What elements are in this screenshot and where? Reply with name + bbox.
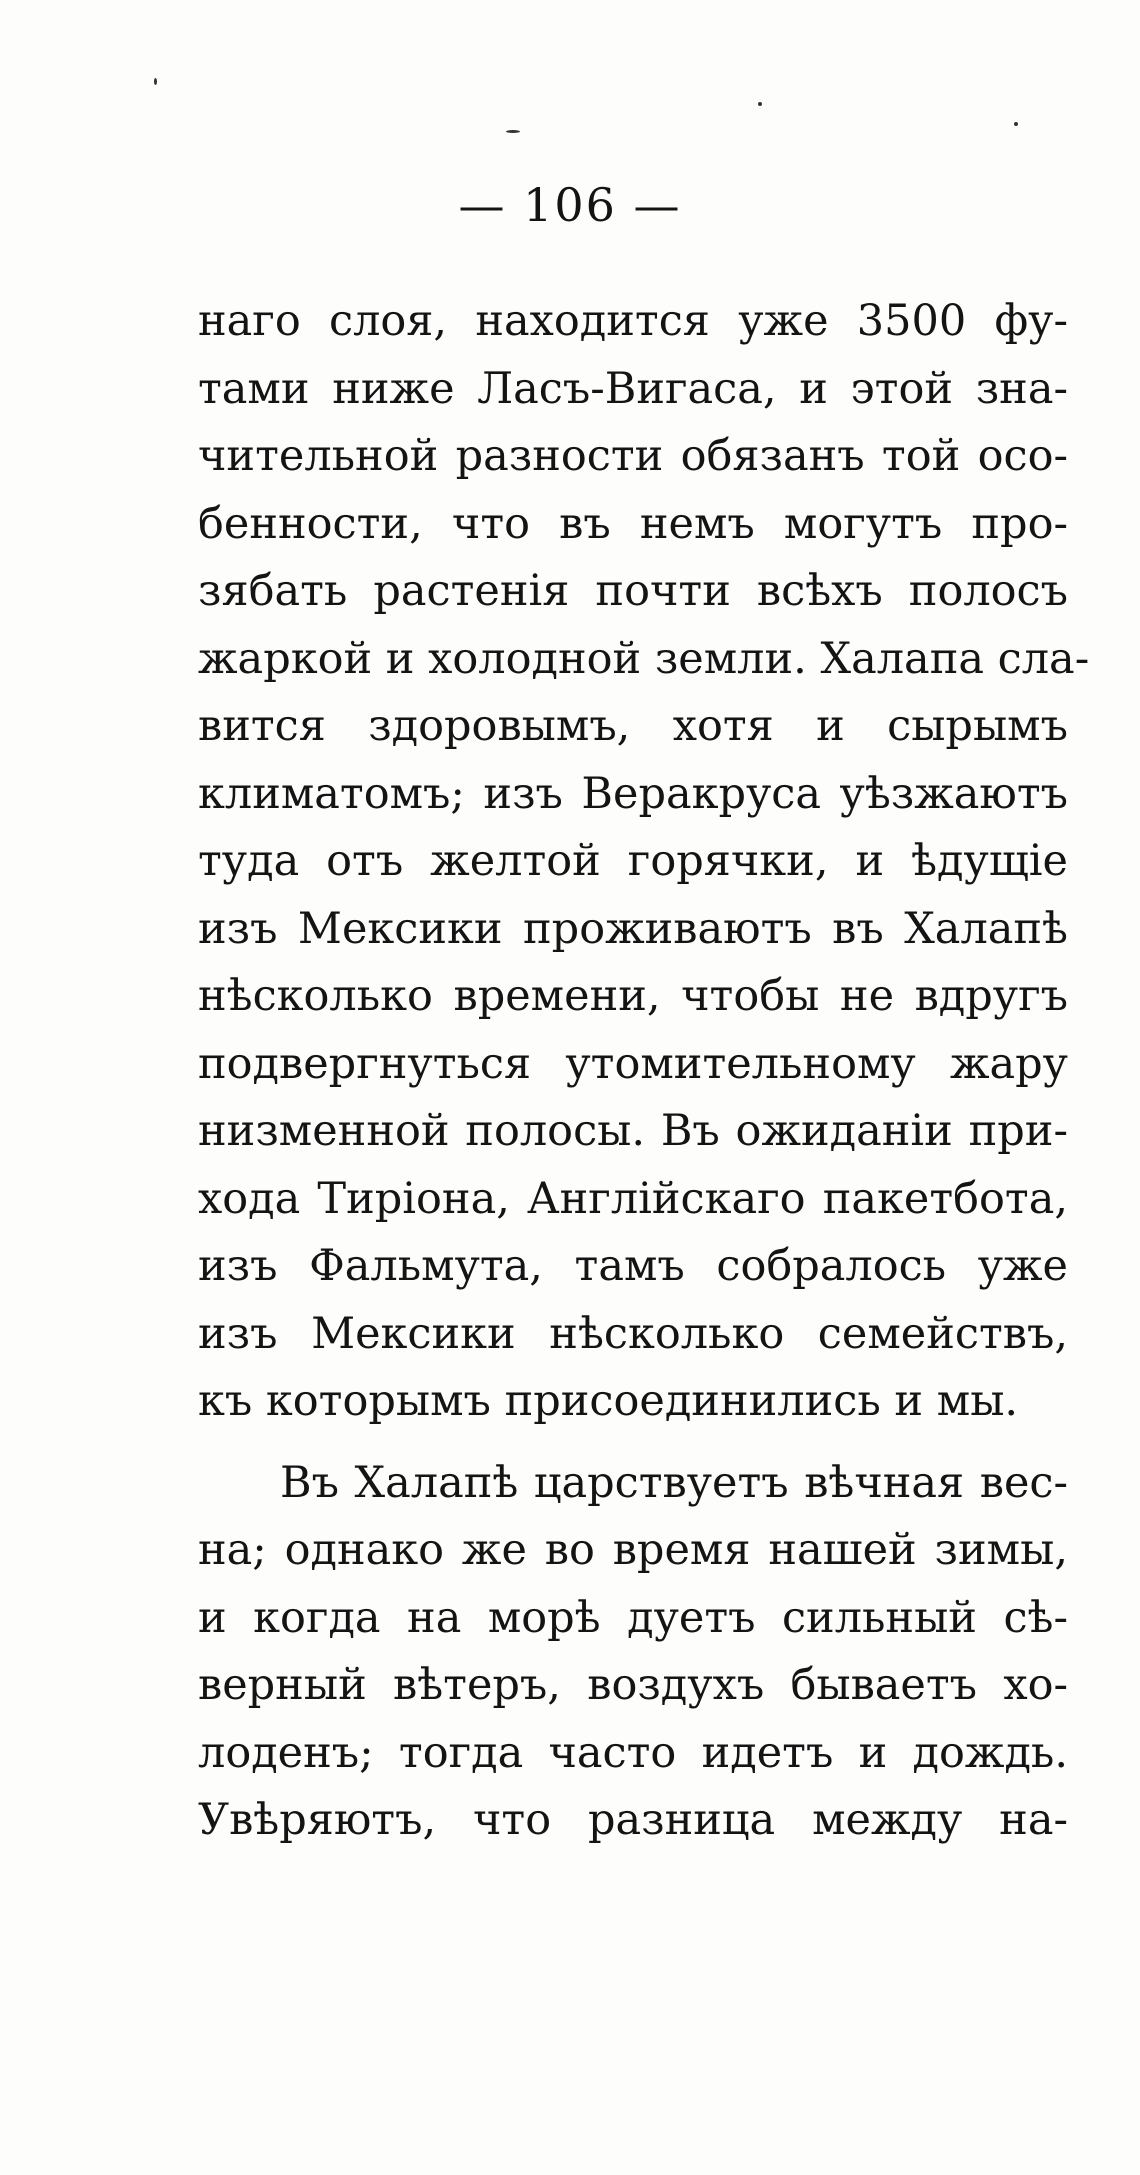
paragraph bbox=[198, 288, 1090, 1436]
text-line: тами ниже Ласъ-Вигаса, и этой зна- bbox=[198, 363, 1068, 414]
text-line: чительной разности обязанъ той осо- bbox=[198, 431, 1068, 481]
text-line: климатомъ; изъ Веракруса уѣзжаютъ bbox=[198, 768, 1068, 819]
print-speck bbox=[154, 78, 157, 85]
text-line: жаркой и холодной земли. Халапа сла- bbox=[198, 633, 1090, 684]
text-line: изъ Мексики проживаютъ въ Халапѣ bbox=[198, 903, 1068, 954]
text-line: и когда на морѣ дуетъ сильный сѣ- bbox=[198, 1592, 1068, 1643]
text-line: Увѣряютъ, что разница между на- bbox=[198, 1795, 1068, 1845]
body-text bbox=[198, 288, 1090, 1855]
text-line: зябать растенія почти всѣхъ полосъ bbox=[198, 566, 1068, 616]
text-line: низменной полосы. Въ ожиданіи при- bbox=[198, 1106, 1068, 1156]
text-line: на; однако же во время нашей зимы, bbox=[198, 1525, 1068, 1575]
text-line: изъ Фальмута, тамъ собралось уже bbox=[198, 1241, 1068, 1291]
page-number: — 106 — bbox=[458, 178, 682, 232]
text-line: наго слоя, находится уже 3500 фу- bbox=[198, 296, 1068, 346]
text-line: къ которымъ присоединились и мы. bbox=[198, 1376, 1019, 1426]
text-line: бенности, что въ немъ могутъ про- bbox=[198, 498, 1068, 549]
text-line: нѣсколько времени, чтобы не вдругъ bbox=[198, 971, 1068, 1021]
paragraph bbox=[198, 1450, 1068, 1855]
text-line: подвергнуться утомительному жару bbox=[198, 1038, 1068, 1089]
text-line: лоденъ; тогда часто идетъ и дождь. bbox=[198, 1727, 1068, 1778]
print-speck bbox=[506, 130, 520, 133]
text-line: верный вѣтеръ, воздухъ бываетъ хо- bbox=[198, 1660, 1068, 1710]
text-line: Въ Халапѣ царствуетъ вѣчная вес- bbox=[280, 1457, 1068, 1508]
text-line: изъ Мексики нѣсколько семействъ, bbox=[198, 1308, 1068, 1359]
print-speck bbox=[758, 102, 762, 106]
paragraph-gap bbox=[198, 1436, 1068, 1450]
text-line: хода Тиріона, Англійскаго пакетбота, bbox=[198, 1173, 1068, 1224]
print-speck bbox=[1014, 122, 1018, 126]
text-line: вится здоровымъ, хотя и сырымъ bbox=[198, 701, 1068, 751]
text-line: туда отъ желтой горячки, и ѣдущіе bbox=[198, 836, 1068, 886]
